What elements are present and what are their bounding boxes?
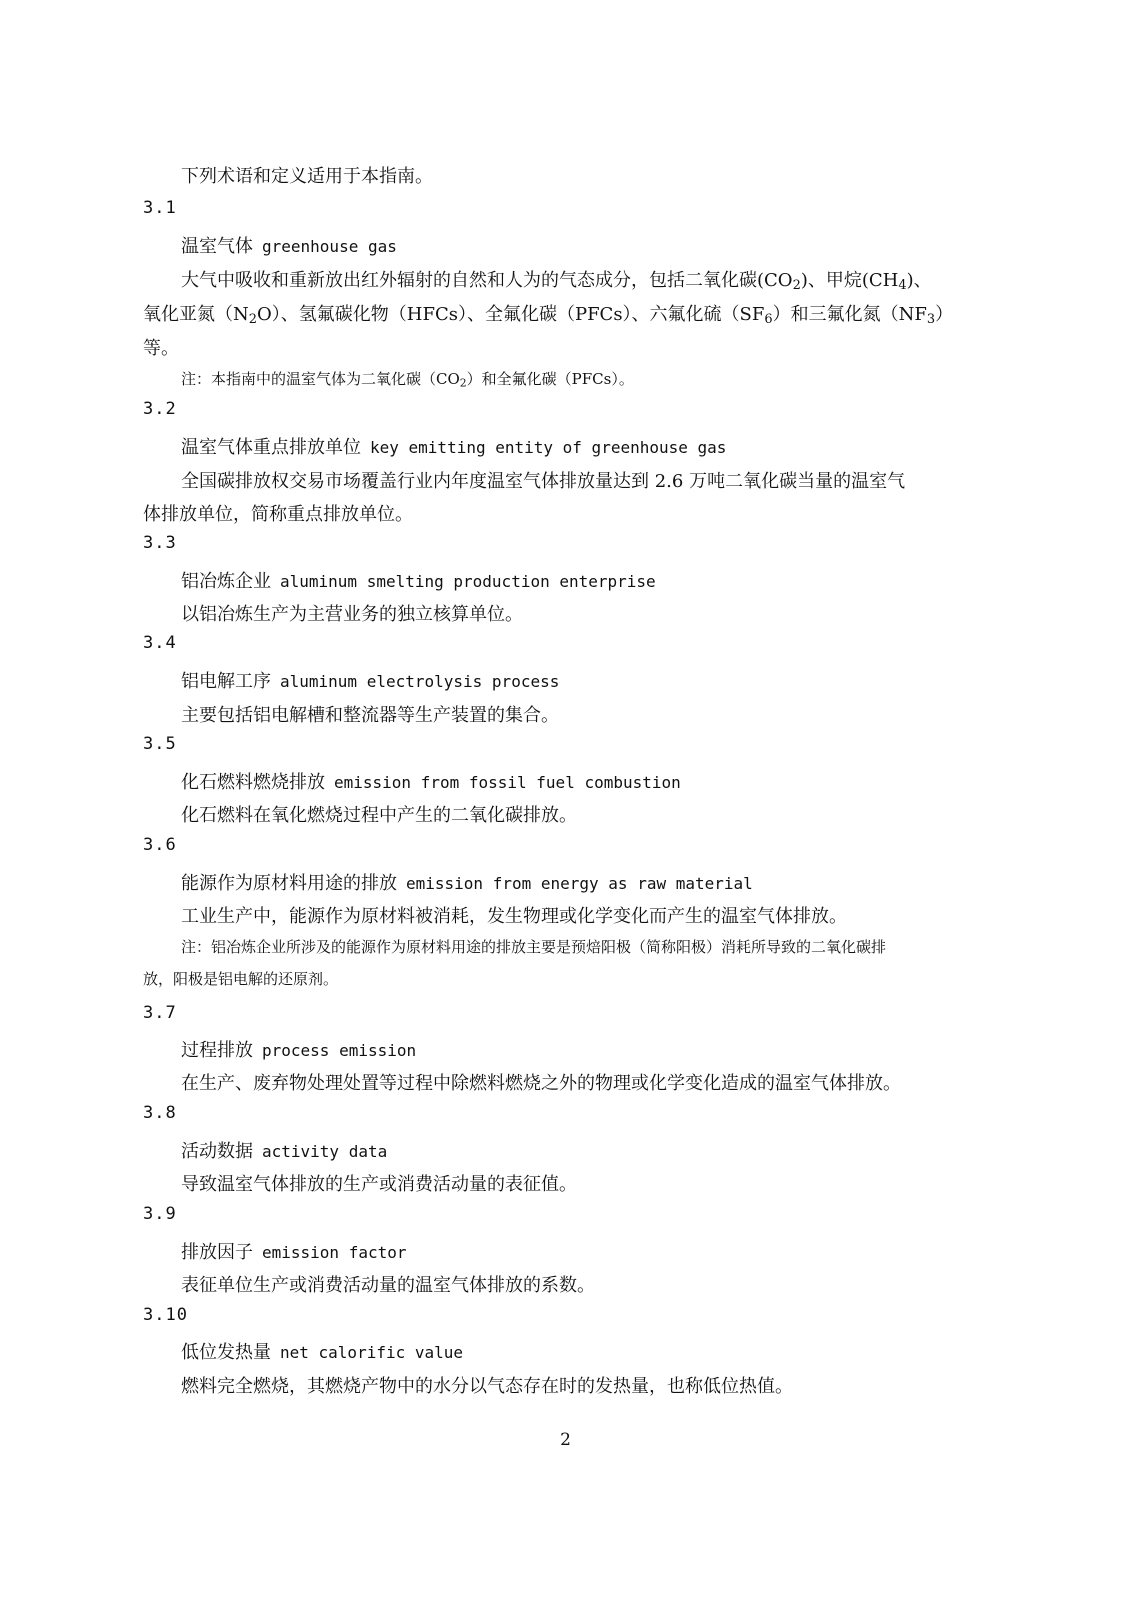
term-chinese: 铝冶炼企业 [181, 571, 271, 592]
term-english: key emitting entity of greenhouse gas [370, 438, 727, 457]
term-chinese: 温室气体 [181, 236, 253, 257]
definition-line [181, 467, 905, 493]
definition-text: ）和三氟化氮（NF [772, 304, 927, 325]
definition-text: 燃料完全燃烧，其燃烧产物中的水分以气态存在时的发热量，也称低位热值。 [181, 1376, 793, 1397]
term-number: 3.2 [143, 399, 177, 419]
term-number: 3.3 [143, 533, 177, 553]
term-heading [181, 1036, 416, 1062]
note-text: 本指南中的温室气体为二氧化碳（CO [211, 370, 460, 388]
term-chinese: 过程排放 [181, 1040, 253, 1061]
note-label: 注： [181, 370, 212, 388]
subscript: 2 [792, 278, 801, 294]
page-number: 2 [560, 1430, 571, 1450]
definition-line [181, 266, 932, 292]
term-english: emission factor [262, 1243, 407, 1262]
term-english: process emission [262, 1041, 417, 1060]
term-heading [181, 232, 397, 258]
term-chinese: 低位发热量 [181, 1342, 271, 1363]
term-number: 3.7 [143, 1003, 177, 1023]
definition-text: 全国碳排放权交易市场覆盖行业内年度温室气体排放量达到 2.6 万吨二氧化碳当量的温室气 [181, 471, 906, 492]
subscript: 6 [764, 312, 773, 328]
term-chinese: 温室气体重点排放单位 [181, 437, 361, 458]
term-heading [181, 567, 656, 593]
definition-line [181, 902, 847, 928]
term-chinese: 铝电解工序 [181, 671, 271, 692]
definition-line [181, 1372, 793, 1398]
definition-text: O）、氢氟碳化物（HFCs）、全氟化碳（PFCs）、六氟化硫（SF [257, 304, 765, 325]
definition-text: 在生产、废弃物处理处置等过程中除燃料燃烧之外的物理或化学变化造成的温室气体排放。 [181, 1073, 901, 1094]
term-english: aluminum smelting production enterprise [280, 572, 656, 591]
term-chinese: 化石燃料燃烧排放 [181, 772, 325, 793]
term-heading [181, 1137, 387, 1163]
term-chinese: 活动数据 [181, 1141, 253, 1162]
note-text: 铝冶炼企业所涉及的能源作为原材料用途的排放主要是预焙阳极（简称阳极）消耗所导致的二氧化碳排 [211, 938, 887, 956]
note-line [143, 968, 338, 989]
definition-text: 氧化亚氮（N [143, 304, 249, 325]
definition-line [181, 801, 577, 827]
term-number: 3.8 [143, 1103, 177, 1123]
definition-line [181, 701, 559, 727]
intro-paragraph: 下列术语和定义适用于本指南。 [181, 166, 433, 187]
subscript: 2 [248, 312, 257, 328]
term-number: 3.1 [143, 198, 177, 218]
term-heading [181, 768, 681, 794]
definition-text: )、甲烷(CH [800, 270, 899, 291]
definition-line [143, 300, 953, 326]
term-english: greenhouse gas [262, 237, 397, 256]
term-number: 3.4 [143, 633, 177, 653]
subscript: 4 [898, 278, 907, 294]
definition-line [143, 334, 179, 360]
definition-text: 表征单位生产或消费活动量的温室气体排放的系数。 [181, 1275, 595, 1296]
term-heading [181, 1338, 463, 1364]
subscript: 2 [459, 376, 467, 390]
definition-text: 等。 [143, 338, 179, 359]
term-chinese: 排放因子 [181, 1242, 253, 1263]
term-english: net calorific value [280, 1343, 464, 1362]
note-line [181, 368, 634, 389]
definition-text: 工业生产中，能源作为原材料被消耗，发生物理或化学变化而产生的温室气体排放。 [181, 906, 847, 927]
definition-text: 主要包括铝电解槽和整流器等生产装置的集合。 [181, 705, 559, 726]
definition-text: 导致温室气体排放的生产或消费活动量的表征值。 [181, 1174, 577, 1195]
definition-text: ） [935, 304, 954, 325]
term-heading [181, 869, 753, 895]
definition-line [143, 500, 413, 526]
note-label: 注： [181, 938, 212, 956]
definition-text: 大气中吸收和重新放出红外辐射的自然和人为的气态成分，包括二氧化碳(CO [181, 270, 793, 291]
subscript: 3 [926, 312, 936, 328]
definition-line [181, 1170, 577, 1196]
note-line [181, 936, 886, 957]
definition-line [181, 1069, 901, 1095]
term-english: emission from energy as raw material [406, 874, 753, 893]
term-heading [181, 1238, 407, 1264]
term-number: 3.5 [143, 734, 177, 754]
definition-text: )、 [906, 270, 932, 291]
definition-text: 以铝冶炼生产为主营业务的独立核算单位。 [181, 604, 523, 625]
term-english: aluminum electrolysis process [280, 672, 560, 691]
term-english: activity data [262, 1142, 388, 1161]
term-heading [181, 667, 559, 693]
note-text: ）和全氟化碳（PFCs）。 [466, 370, 634, 388]
term-english: emission from fossil fuel combustion [334, 773, 681, 792]
term-chinese: 能源作为原材料用途的排放 [181, 873, 397, 894]
definition-line [181, 1271, 595, 1297]
note-text: 放，阳极是铝电解的还原剂。 [143, 970, 339, 988]
term-number: 3.9 [143, 1204, 177, 1224]
term-heading [181, 433, 726, 459]
term-number: 3.6 [143, 835, 177, 855]
definition-line [181, 600, 523, 626]
definition-text: 化石燃料在氧化燃烧过程中产生的二氧化碳排放。 [181, 805, 577, 826]
definition-text: 体排放单位，简称重点排放单位。 [143, 504, 413, 525]
term-number: 3.10 [143, 1305, 188, 1325]
